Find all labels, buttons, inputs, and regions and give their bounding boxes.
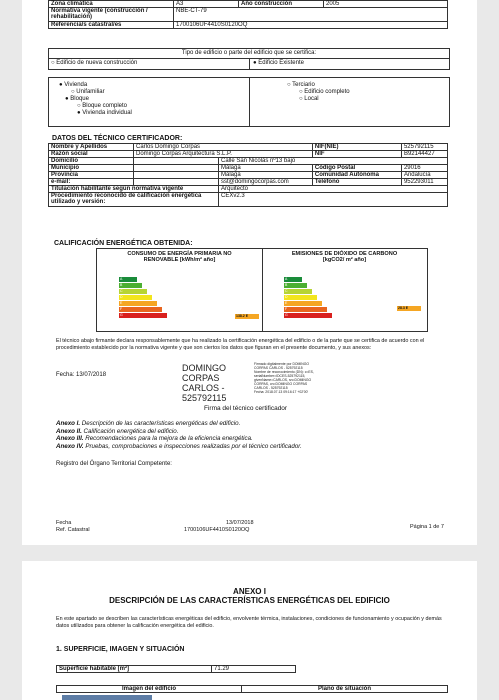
normativa-value: NBE-CT-79 <box>174 8 448 22</box>
uso-edificio-completo: ○ Edificio completo <box>299 89 350 95</box>
registro-label: Registro del Órgano Territorial Competente: <box>56 461 172 467</box>
anexo-item <box>56 443 302 450</box>
signature-detail-line: serialNumber=IDCES-525792115, <box>254 374 306 378</box>
superficie-value: 71.29 <box>212 666 296 673</box>
signature-detail-line: Firmado digitalmente por DOMINGO <box>254 362 310 366</box>
emisiones-rating: 28.3 E <box>397 306 421 311</box>
uso-bloque: ● Bloque <box>65 96 89 102</box>
normativa-label: Normativa vigente (construcción / rehabilitación) <box>49 8 174 22</box>
tecnico-title: DATOS DEL TÉCNICO CERTIFICADOR: <box>52 135 183 142</box>
anexo1-num: ANEXO I <box>233 587 266 596</box>
uso-local: ○ Local <box>299 96 319 102</box>
zona-label: Zona climática <box>49 1 174 8</box>
municipio-label: Municipio <box>49 165 134 172</box>
superficie-table <box>56 665 296 673</box>
rating-band-d: D <box>119 295 152 300</box>
razon-value: Domingo Corpas Arquitectura S.L.P. <box>134 151 313 158</box>
superficie-label: Superficie habitable [m²] <box>57 666 212 673</box>
signature-detail-line: CARLOS - 525792115 <box>254 386 288 390</box>
rating-band-d: D <box>284 295 317 300</box>
uso-vivienda-individual: ● Vivienda individual <box>77 110 132 116</box>
nif-label: NIF(NIE) <box>312 144 401 151</box>
domicilio-label: Domicilio <box>49 158 134 165</box>
ref-label: Referencia/s catastral/es <box>49 22 174 29</box>
declaracion-fecha: Fecha: 13/07/2018 <box>56 372 107 378</box>
rating-band-e: E <box>119 301 157 306</box>
anexo-item <box>56 420 240 427</box>
signature-detail-line: Nombre de reconocimiento (DN): c=ES, <box>254 370 314 374</box>
email-value: sst@domingocorpas.com <box>219 179 313 186</box>
anexo-number: Anexo IV. <box>56 442 86 450</box>
anexo-item <box>56 435 253 442</box>
footer-fecha-value: 13/07/2018 <box>226 520 254 526</box>
anexo1-title: DESCRIPCIÓN DE LAS CARACTERÍSTICAS ENERGÉTICAS DEL EDIFICIO <box>109 596 390 605</box>
anexo-description: Calificación energética del edificio. <box>83 427 179 435</box>
consumo-title: CONSUMO DE ENERGÍA PRIMARIA NO RENOVABLE [kWh/m² año] <box>127 251 232 264</box>
uso-vivienda: ● Vivienda <box>59 82 88 88</box>
certificate-page-1 <box>22 0 477 545</box>
footer-ref-value: 1700106UF4410S0120OQ <box>184 527 250 533</box>
nif2-value: B92144427 <box>401 151 447 158</box>
ref-value: 1700106UF4410S0120OQ <box>174 22 448 29</box>
nombre-value: Carlos Domingo Corpas <box>134 144 313 151</box>
anexo-number: Anexo I. <box>56 420 82 427</box>
building-photo <box>62 695 152 700</box>
nif-value: 525792115 <box>401 144 447 151</box>
anexo-item <box>56 428 178 435</box>
nif2-label: NIF <box>312 151 401 158</box>
provincia-label: Provincia <box>49 172 134 179</box>
footer-pagina: Página 1 de 7 <box>410 524 444 530</box>
anexo-description: Pruebas, comprobaciones e inspecciones realizadas por el técnico certificador. <box>85 442 302 450</box>
tipo-title: Tipo de edificio o parte del edificio que se certifica: <box>181 50 317 56</box>
rating-band-f: F <box>284 307 327 312</box>
titulacion-label: Titulación habilitante según normativa vigente <box>49 186 219 193</box>
rating-band-e: E <box>284 301 322 306</box>
declaracion-text: El técnico abajo firmante declara responsablemente que ha realizado la certificación energética del edificio o de la parte que se certifica de acuerdo con el procedimiento establecido por la normativa vigente y que son ciertos los datos que figuran en el presente documento, y sus anexos: <box>56 338 425 351</box>
tipo-nuevo: ○ Edificio de nueva construcción <box>51 60 138 66</box>
rating-band-g: G <box>284 313 332 318</box>
ca-value: Andalucía <box>401 172 447 179</box>
zona-value: A3 <box>174 1 239 8</box>
domicilio-value: Calle San Nicolás nº13 bajo <box>219 158 448 165</box>
anexo-description: Recomendaciones para la mejora de la eficiencia energética. <box>85 435 253 442</box>
proc-value: CEXv2.3 <box>219 193 448 207</box>
general-data-table <box>48 0 448 29</box>
calificacion-box <box>96 248 428 332</box>
consumo-rating: 138.2 E <box>235 314 259 319</box>
tel-label: Teléfono <box>312 179 401 186</box>
signature-detail-line: Fecha: 2018.07.13 09:16:17 +02'00' <box>254 390 309 394</box>
emisiones-title: EMISIONES DE DIÓXIDO DE CARBONO [kgCO2/ m² año] <box>291 251 398 264</box>
razon-label: Razón social <box>49 151 134 158</box>
footer-fecha-label: Fecha <box>56 520 72 526</box>
rating-band-a: A <box>119 277 137 282</box>
uso-box <box>48 77 450 127</box>
rating-band-c: C <box>119 289 147 294</box>
plano-label: Plano de situación <box>242 686 448 693</box>
signature-detail-line: CORPAS, cn=DOMINGO CORPAS <box>254 382 308 386</box>
section1-title: 1. SUPERFICIE, IMAGEN Y SITUACIÓN <box>56 646 185 653</box>
cp-value: 29016 <box>401 165 447 172</box>
rating-band-a: A <box>284 277 302 282</box>
rating-band-g: G <box>119 313 167 318</box>
ca-label: Comunidad Autónoma <box>312 172 401 179</box>
rating-band-b: B <box>284 283 307 288</box>
municipio-value: Málaga <box>219 165 313 172</box>
nombre-label: Nombre y Apellidos <box>49 144 134 151</box>
uso-bloque-completo: ○ Bloque completo <box>77 103 127 109</box>
uso-unifamiliar: ○ Unifamiliar <box>71 89 105 95</box>
rating-band-f: F <box>119 307 162 312</box>
anio-label: Año construcción <box>239 1 324 8</box>
rating-band-c: C <box>284 289 312 294</box>
signature-detail-line: CORPAS CARLOS - 525792115 <box>254 366 303 370</box>
provincia-value: Málaga <box>219 172 313 179</box>
firma-label: Firma del técnico certificador <box>204 405 288 412</box>
tipo-box <box>48 48 450 70</box>
signature-detail-line: givenName=CARLOS, sn=DOMINGO <box>254 378 312 382</box>
rating-band-b: B <box>119 283 142 288</box>
anexo-number: Anexo III. <box>56 435 86 442</box>
tecnico-table <box>48 143 448 207</box>
uso-terciario: ○ Terciario <box>287 82 315 88</box>
certificate-page-2 <box>22 561 477 700</box>
proc-label: Procedimiento reconocido de calificación energética utilizado y versión: <box>49 193 219 207</box>
imagen-table <box>56 685 448 693</box>
titulacion-value: Arquitecto <box>219 186 448 193</box>
anexo-number: Anexo II. <box>56 427 84 435</box>
anio-value: 2005 <box>324 1 448 8</box>
cp-label: Código Postal <box>312 165 401 172</box>
email-label: e-mail: <box>49 179 134 186</box>
anexo-description: Descripción de las características energéticas del edificio. <box>81 420 241 427</box>
calificacion-title: CALIFICACIÓN ENERGÉTICA OBTENIDA: <box>54 240 193 247</box>
tipo-existente: ● Edificio Existente <box>253 60 304 66</box>
imagen-label: Imagen del edificio <box>57 686 242 693</box>
tel-value: 952293011 <box>401 179 447 186</box>
signature-name: DOMINGO CORPAS CARLOS - 525792115 <box>182 363 227 403</box>
anexo1-intro: En este apartado se describen las características energéticas del edificio, envolvente térmica, instalaciones, condiciones de funcionamiento y ocupación y demás datos utilizados para obtener la calificación energética del edificio. <box>56 616 442 629</box>
footer-ref-label: Ref. Catastral <box>56 527 90 533</box>
